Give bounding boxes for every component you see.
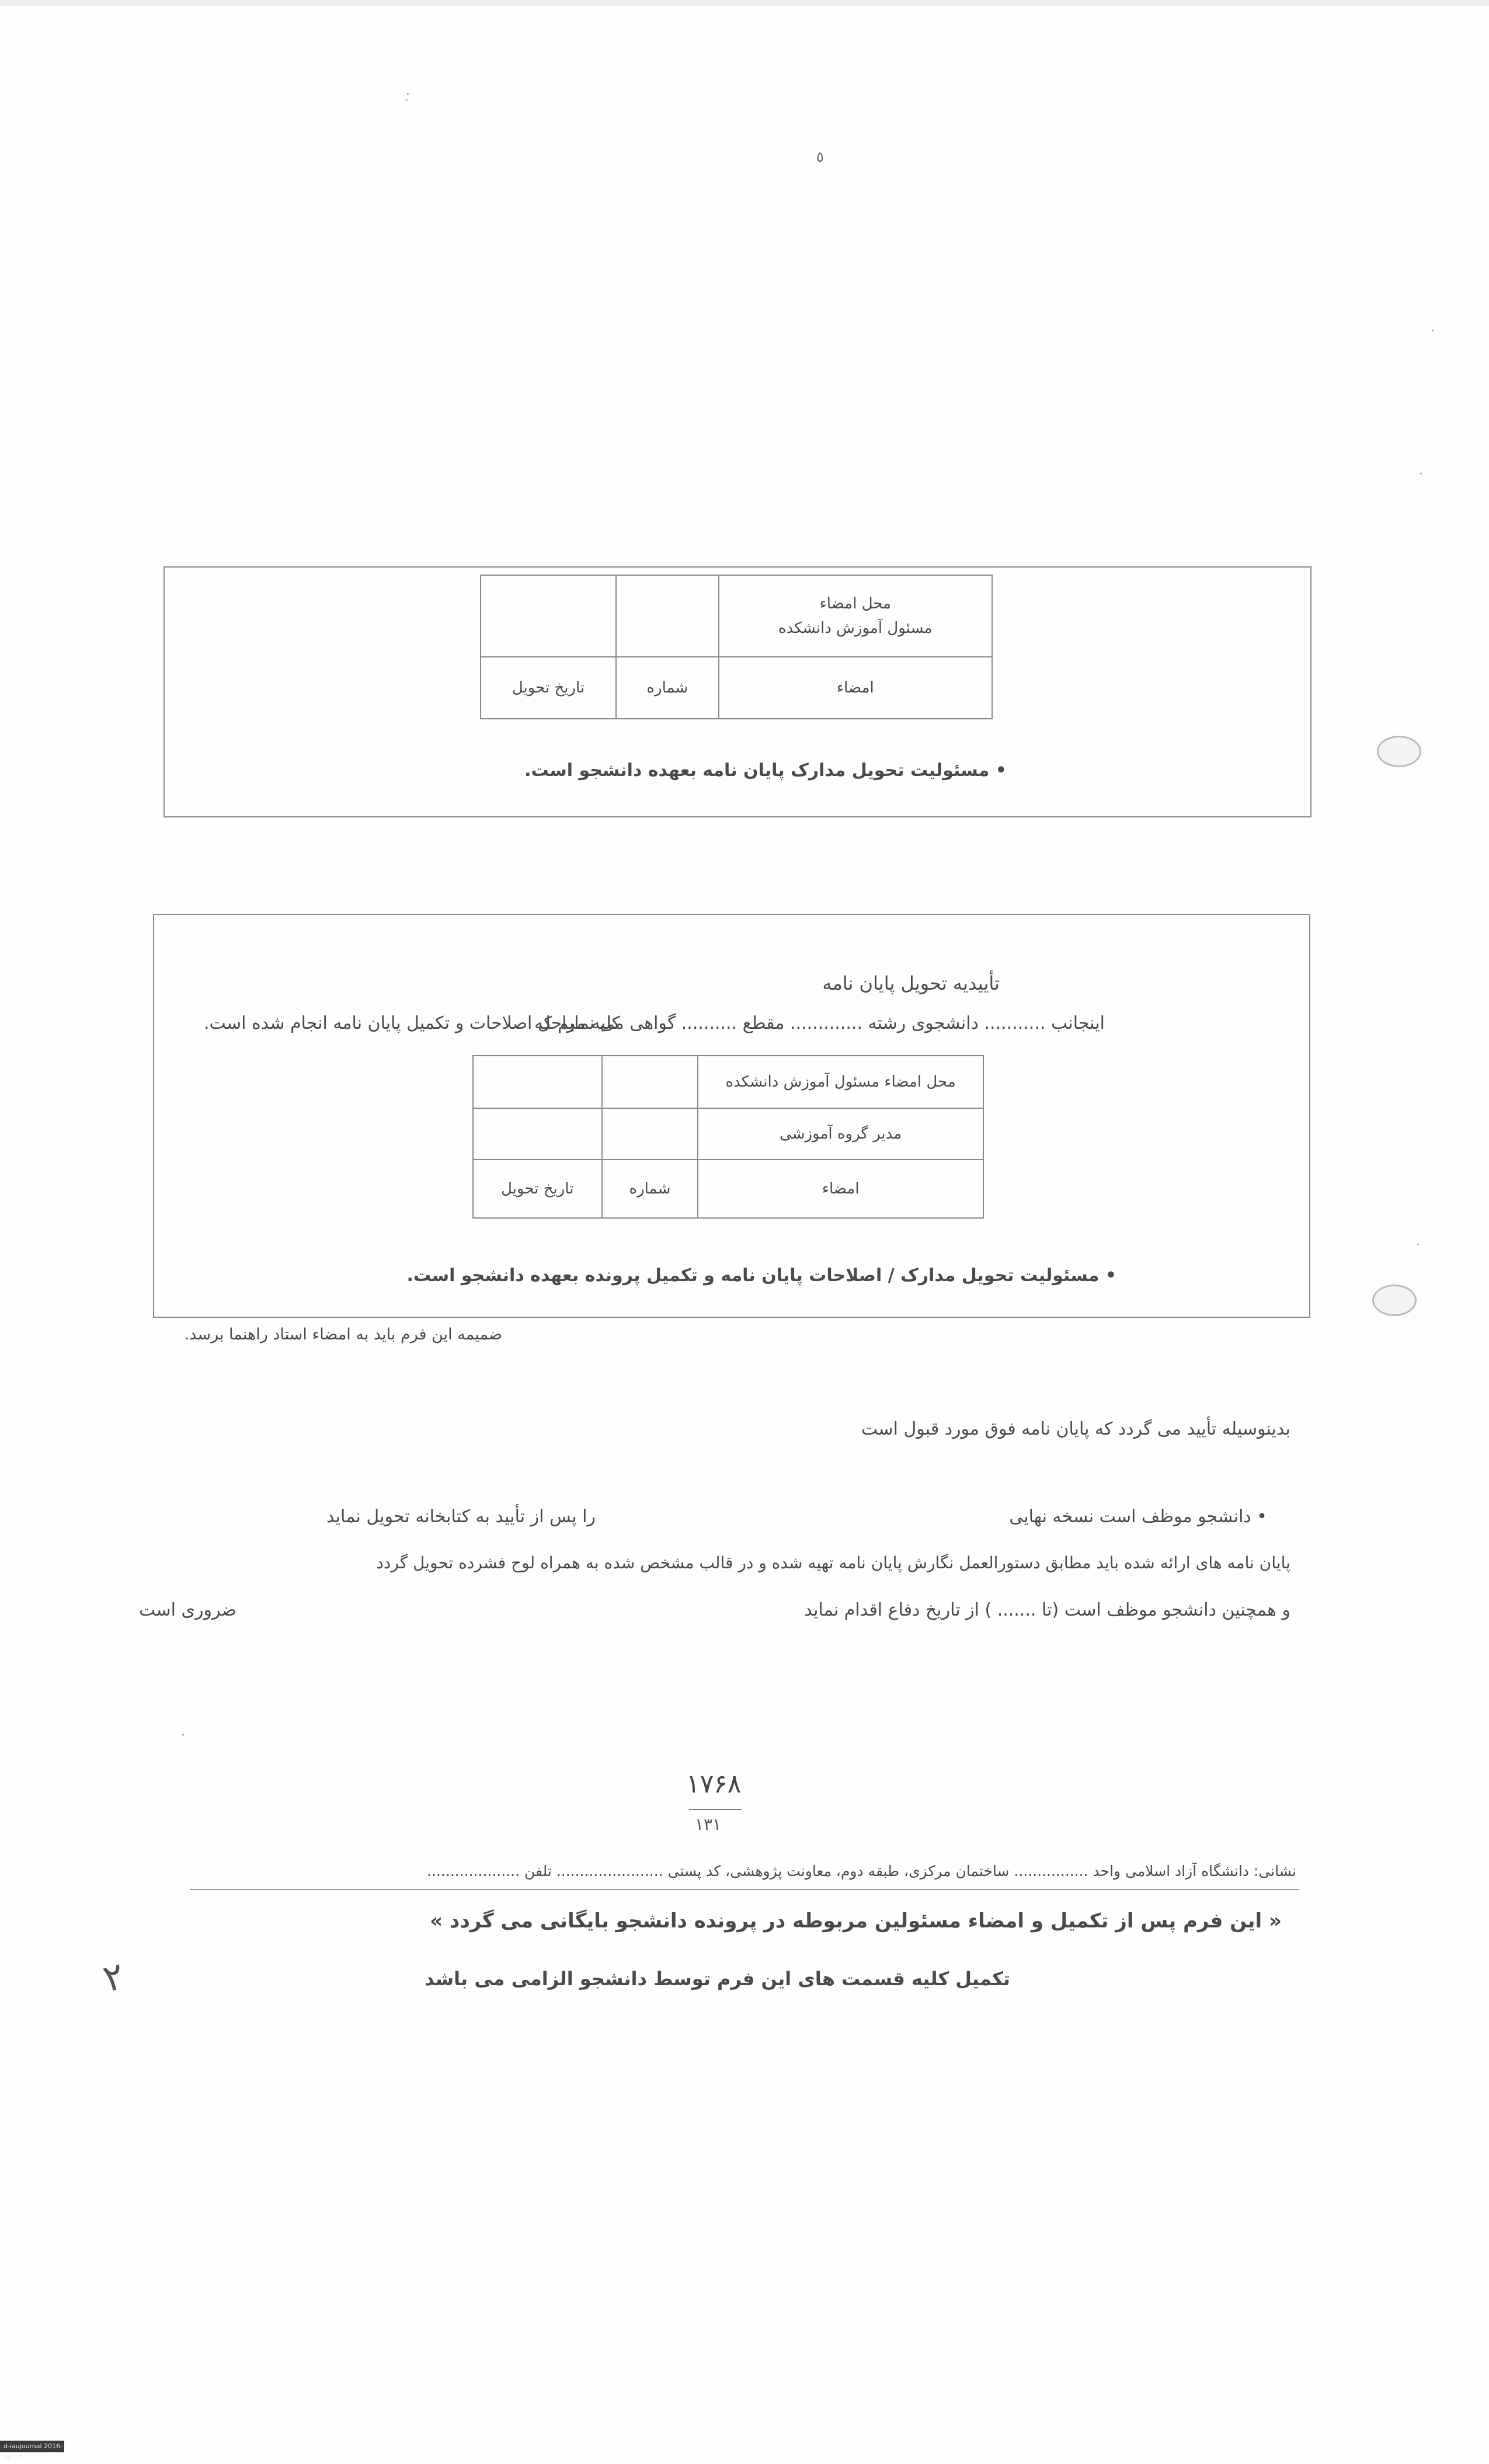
responsibility-note: • مسئولیت تحویل مدارک پایان نامه بعهده دانشجو است. [524, 760, 1007, 781]
empty-cell [473, 1108, 602, 1160]
scan-speck: · [181, 1728, 185, 1743]
number-header-cell: شماره [602, 1160, 698, 1218]
scan-speck: · [1419, 467, 1423, 482]
scan-speck: ·̣ [406, 88, 410, 102]
empty-cell [616, 575, 719, 657]
signature-table [472, 1055, 984, 1219]
footer-note: تکمیل کلیه قسمت های این فرم توسط دانشجو الزامی می باشد [425, 1968, 1010, 1990]
statement-line-right: اینجانب ........... دانشجوی رشته ............. مقطع .......... گواهی می نمایم که [534, 1013, 1105, 1033]
delivery-form-box [163, 566, 1311, 817]
number-header-cell: شماره [616, 657, 719, 719]
page-number: ٥ [816, 149, 824, 165]
empty-cell [602, 1056, 698, 1108]
statement-line-left: کلیه مراحل اصلاحات و تکمیل پایان نامه انجام شده است. [203, 1013, 620, 1033]
date-header-cell: تاریخ تحویل [481, 657, 616, 719]
body-line: را پس از تأیید به کتابخانه تحویل نماید [326, 1506, 596, 1527]
date-header-cell: تاریخ تحویل [473, 1160, 602, 1218]
year-sub-mark: ۱۳۱ [695, 1815, 722, 1834]
signature-cell: محل امضاء مسئول آموزش دانشکده [698, 1056, 983, 1108]
signature-header-cell: امضاء [719, 657, 992, 719]
signature-cell [719, 575, 992, 657]
responsibility-note: • مسئولیت تحویل مدارک / اصلاحات پایان نامه و تکمیل پرونده بعهده دانشجو است. [406, 1265, 1116, 1286]
year-underline [689, 1809, 742, 1810]
footer-address: نشانی: دانشگاه آزاد اسلامی واحد ................ ساختمان مرکزی، طبقه دوم، معاونت پژوهشی، کد پستی ....................... تلفن .................... [427, 1863, 1296, 1880]
punch-hole [1372, 1285, 1417, 1316]
footer-quote: « این فرم پس از تکمیل و امضاء مسئولین مربوطه در پرونده دانشجو بایگانی می گردد » [430, 1909, 1282, 1933]
empty-cell [602, 1108, 698, 1160]
punch-hole [1377, 736, 1421, 767]
handwritten-mark: ٢ [99, 1954, 130, 2002]
cell-label: محل امضاء [819, 595, 892, 612]
body-line: • دانشجو موظف است نسخه نهایی [1009, 1506, 1267, 1527]
scan-speck: · [1431, 324, 1435, 339]
body-line: ضروری است [139, 1600, 236, 1620]
body-line: و همچنین دانشجو موظف است (تا ....... ) از تاریخ دفاع اقدام نماید [804, 1600, 1290, 1620]
signature-header-cell: امضاء [698, 1160, 983, 1218]
confirmation-form-box [153, 914, 1310, 1318]
year-mark: ۱۷۶۸ [686, 1769, 742, 1799]
empty-cell [473, 1056, 602, 1108]
form-heading: تأییدیه تحویل پایان نامه [822, 972, 1000, 994]
page-top-edge [0, 0, 1489, 6]
under-box-note: ضمیمه این فرم باید به امضاء استاد راهنما برسد. [184, 1325, 502, 1344]
signature-table [480, 575, 993, 719]
scan-source-tag: d-iaujournal 2016-06-07 [0, 2441, 64, 2452]
empty-cell [481, 575, 616, 657]
cell-label: مسئول آموزش دانشکده [778, 620, 933, 637]
scan-speck: · [1416, 1238, 1420, 1252]
footer-divider [190, 1889, 1299, 1890]
body-line: پایان نامه های ارائه شده باید مطابق دستورالعمل نگارش پایان نامه تهیه شده و در قالب مشخص شده به همراه لوح فشرده تحویل گردد [376, 1553, 1290, 1572]
department-head-cell: مدیر گروه آموزشی [698, 1108, 983, 1160]
body-line: بدینوسیله تأیید می گردد که پایان نامه فوق مورد قبول است [861, 1419, 1290, 1439]
